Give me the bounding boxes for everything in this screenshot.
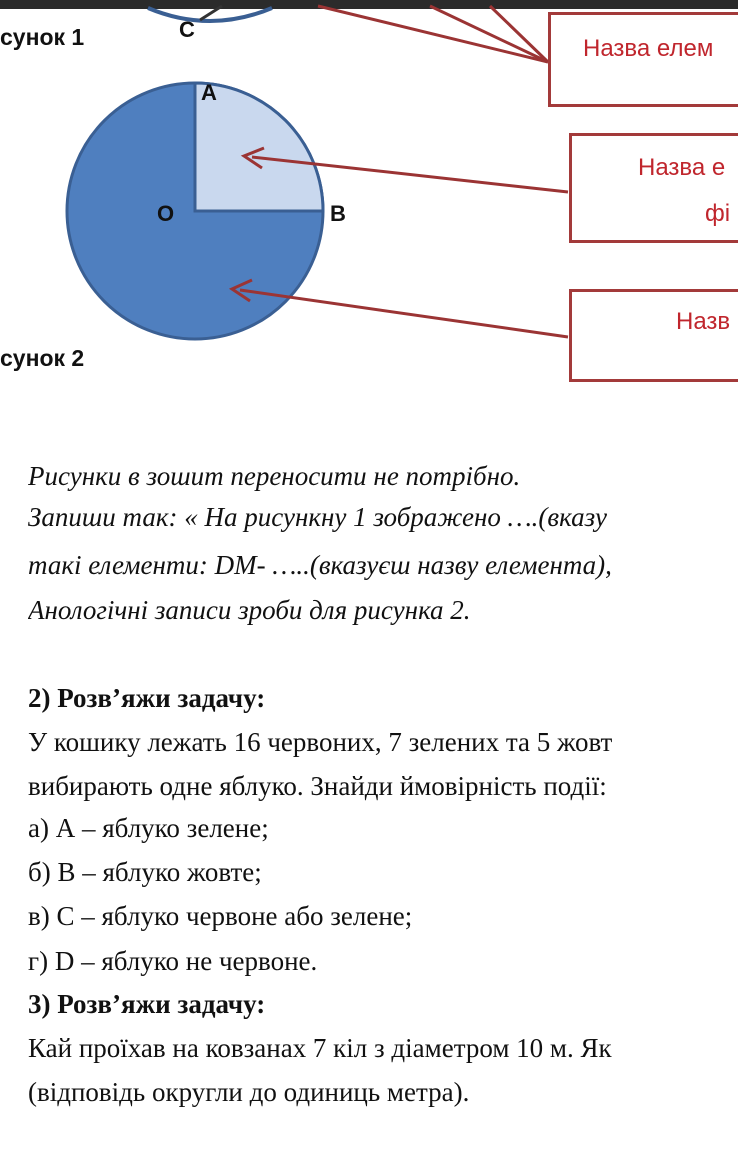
label-box-1 xyxy=(548,12,738,107)
figure-2-caption: сунок 2 xyxy=(0,345,85,371)
label-box-2-line2: фі xyxy=(705,200,731,227)
point-o-label: O xyxy=(157,201,175,226)
instruction-line-1: Рисунки в зошит переносити не потрібно. xyxy=(28,461,521,491)
task-3-line-2: (відповідь округли до одиниць метра). xyxy=(28,1077,470,1107)
figure-1-caption: сунок 1 xyxy=(0,24,85,50)
instruction-line-4: Анологічні записи зроби для рисунка 2. xyxy=(28,595,471,625)
task-3-line-1: Кай проїхав на ковзанах 7 кіл з діаметром 10 м. Як xyxy=(28,1033,612,1063)
instruction-line-3: такі елементи: DM- …..(вказуєш назву елемента), xyxy=(28,550,612,580)
task-2-line-1: У кошику лежать 16 червоних, 7 зелених та 5 жовт xyxy=(28,727,613,757)
arrow-1a xyxy=(318,6,548,62)
task-2-item-b: б) В – яблуко жовте; xyxy=(28,857,262,887)
task-2-item-d: г) D – яблуко не червоне. xyxy=(28,946,318,976)
point-a-label: A xyxy=(201,80,217,105)
task-3-heading: 3) Розв’яжи задачу: xyxy=(28,989,266,1019)
label-box-2-line1: Назва е xyxy=(638,154,726,181)
task-2-item-c: в) С – яблуко червоне або зелене; xyxy=(28,901,413,931)
task-2-item-a: а) А – яблуко зелене; xyxy=(28,813,269,843)
task-2-heading: 2) Розв’яжи задачу: xyxy=(28,683,266,713)
arrow-3 xyxy=(240,290,568,337)
figure1-chord xyxy=(200,6,222,20)
task-2-line-2: вибирають одне яблуко. Знайди ймовірність події: xyxy=(28,771,607,801)
label-box-3-text: Назв xyxy=(676,308,731,335)
label-box-3 xyxy=(569,289,738,382)
label-box-2 xyxy=(569,133,738,243)
point-c-label: C xyxy=(179,17,195,42)
point-b-label: B xyxy=(330,201,346,226)
arrow-1b xyxy=(430,6,548,62)
instruction-line-2: Запиши так: « На рисункну 1 зображено ….(вказу xyxy=(28,502,607,532)
label-box-1-text: Назва елем xyxy=(583,35,714,62)
